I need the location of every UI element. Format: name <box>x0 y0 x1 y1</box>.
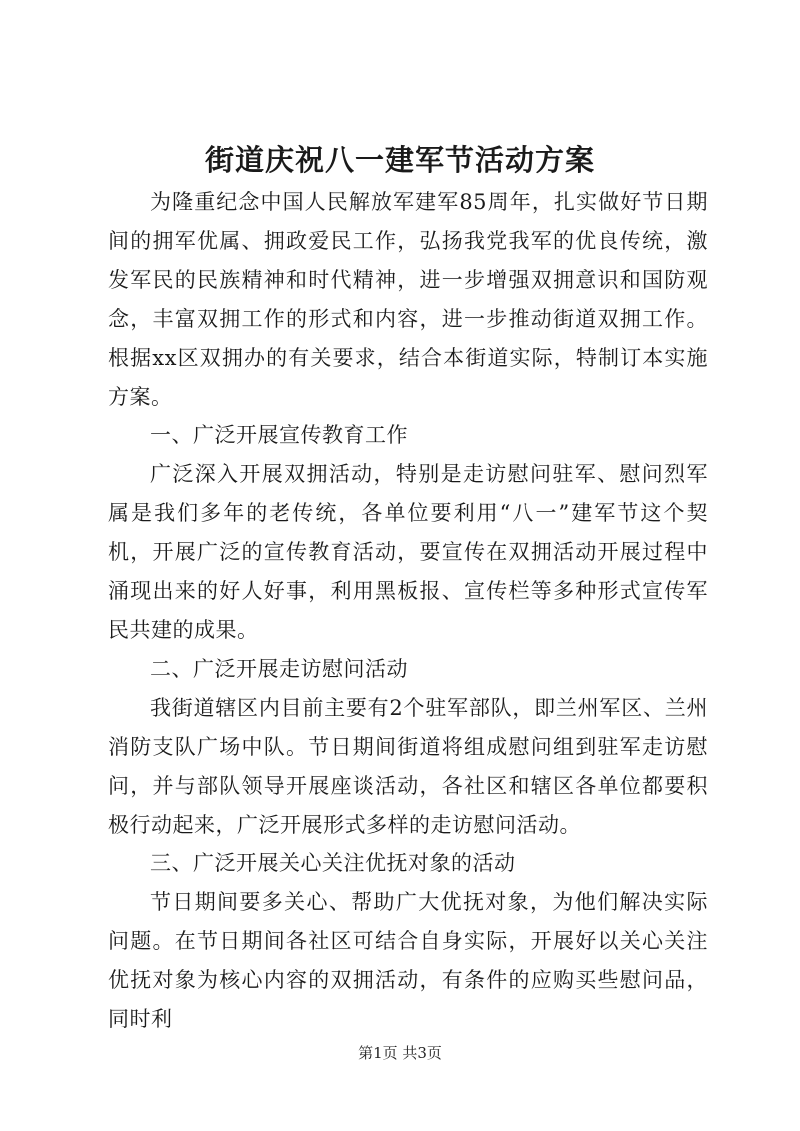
intro-paragraph: 为隆重纪念中国人民解放军建军85周年，扎实做好节日期间的拥军优属、拥政爱民工作，弘扬我党我军的优良传统，激发军民的民族精神和时代精神，进一步增强双拥意识和国防观念，丰富双拥工作的形式和内容，进一步推动街道双拥工作。根据xx区双拥办的有关要求，结合本街道实际，特制订本实施方案。 <box>108 190 708 409</box>
section-3-heading: 三、广泛开展关心关注优抚对象的活动 <box>150 851 516 876</box>
section-1-heading: 一、广泛开展宣传教育工作 <box>150 423 408 448</box>
document-title: 街道庆祝八一建军节活动方案 <box>204 143 595 177</box>
section-2-heading: 二、广泛开展走访慰问活动 <box>150 656 408 681</box>
document-body <box>108 183 708 1039</box>
section-1-paragraph: 广泛深入开展双拥活动，特别是走访慰问驻军、慰问烈军属是我们多年的老传统，各单位要利用“八一”建军节这个契机，开展广泛的宣传教育活动，要宣传在双拥活动开展过程中涌现出来的好人好事，利用黑板报、宣传栏等多种形式宣传军民共建的成果。 <box>108 462 708 642</box>
page-footer: 第1页 共3页 <box>358 1044 442 1062</box>
section-3-paragraph: 节日期间要多关心、帮助广大优抚对象，为他们解决实际问题。在节日期间各社区可结合自身实际，开展好以关心关注优抚对象为核心内容的双拥活动，有条件的应购买些慰问品，同时利 <box>108 890 708 1032</box>
section-2-paragraph: 我街道辖区内目前主要有2个驻军部队，即兰州军区、兰州消防支队广场中队。节日期间街道将组成慰问组到驻军走访慰问，并与部队领导开展座谈活动，各社区和辖区各单位都要积极行动起来，广泛开展形式多样的走访慰问活动。 <box>108 695 708 837</box>
